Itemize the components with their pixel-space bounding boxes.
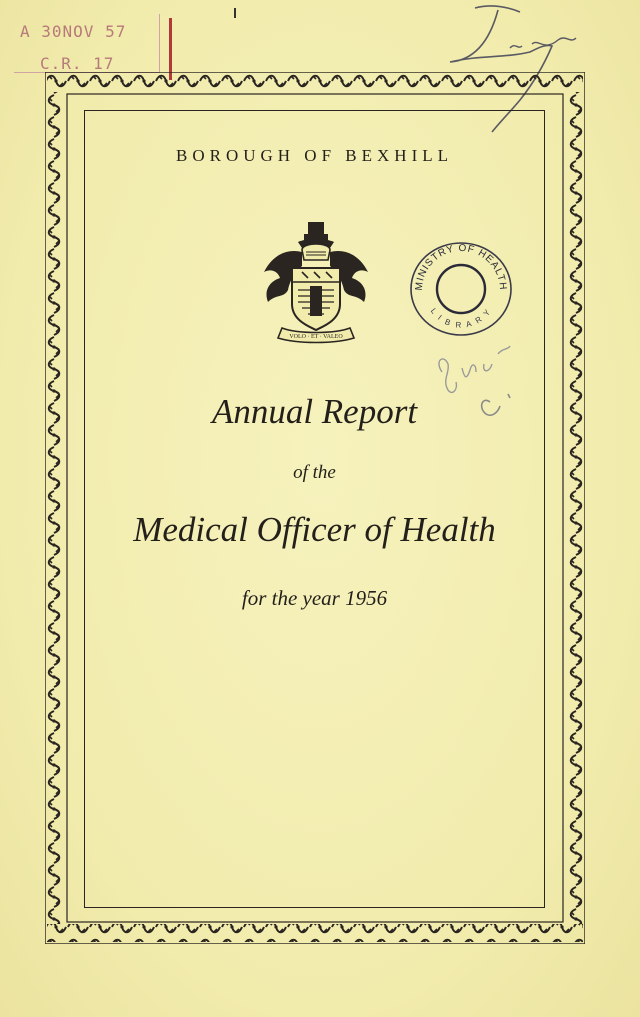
ministry-library-stamp [408,240,514,338]
stamp-library-text: L I B R A R Y [428,306,494,330]
svg-text:L I B R A R Y [429,307,493,330]
svg-text:MINISTRY OF HEALTH [414,243,508,291]
stamp-date: A 30NOV 57 [20,22,127,41]
page-tick-mark [234,8,236,18]
stamp-ministry-text: MINISTRY OF HEALTH [413,242,509,292]
stamp-red-bar [169,18,172,80]
borough-heading: BOROUGH OF BEXHILL [176,146,453,165]
title-annual-report: Annual Report [211,392,418,431]
received-date-stamp [14,14,164,76]
crest-motto: VOLO · ET · VALEO [289,334,343,340]
coat-of-arms-icon [258,220,374,346]
stamp-ref: C.R. 17 [40,54,115,73]
title-year: for the year 1956 [241,586,388,610]
title-of-the: of the [293,462,336,483]
title-medical-officer: Medical Officer of Health [133,510,496,549]
